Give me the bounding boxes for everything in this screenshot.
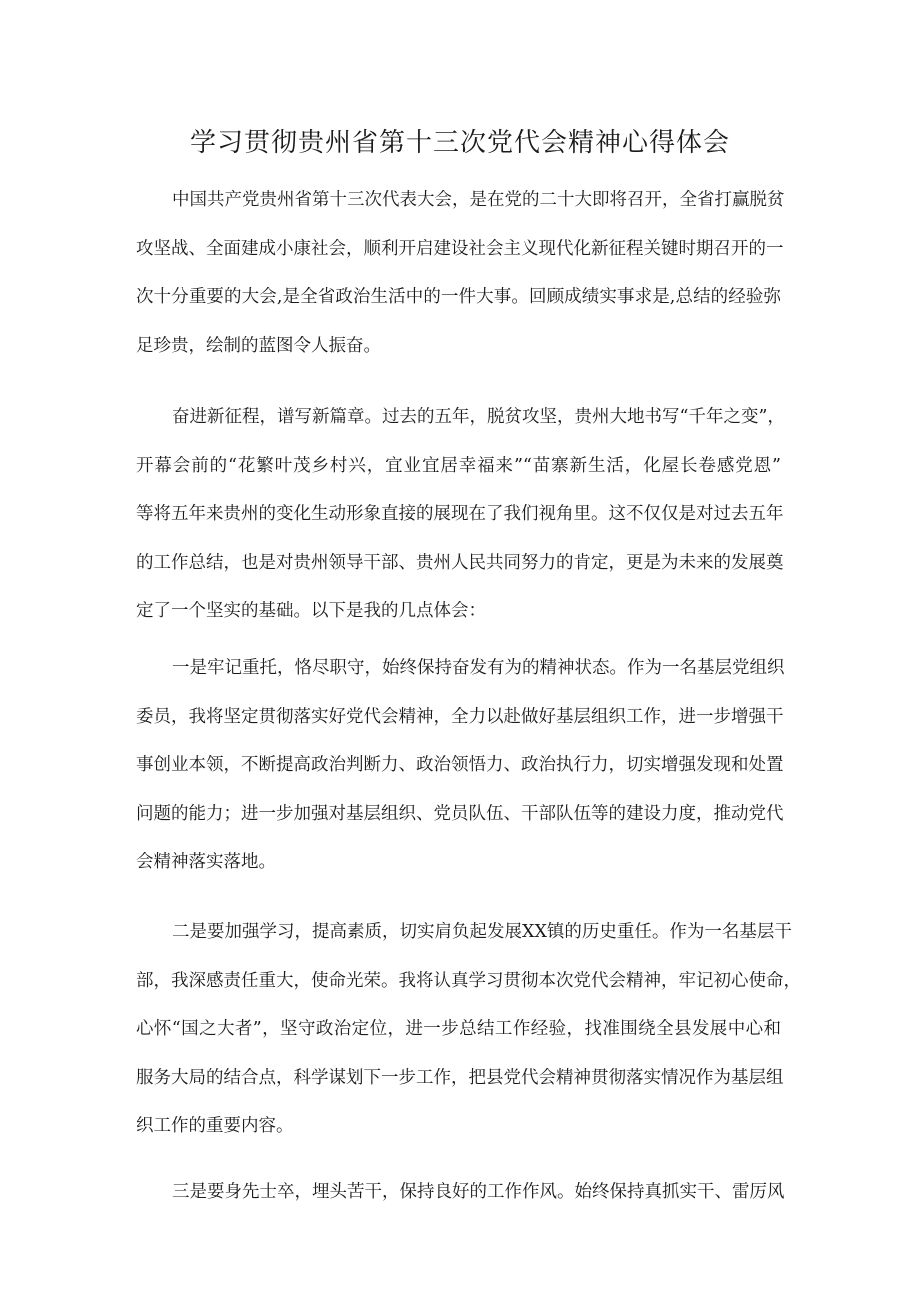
paragraph-line: 一是牢记重托，恪尽职守，始终保持奋发有为的精神状态。作为一名基层党组织 xyxy=(172,658,785,678)
paragraph-line: 服务大局的结合点，科学谋划下一步工作，把县党代会精神贯彻落实情况作为基层组 xyxy=(136,1067,784,1088)
paragraph-line: 攻坚战、全面建成小康社会，顺利开启建设社会主义现代化新征程关键时期召开的一 xyxy=(136,238,784,259)
paragraph-line: 的工作总结，也是对贵州领导干部、贵州人民共同努力的肯定，更是为未来的发展奠 xyxy=(136,552,784,573)
paragraph-line: 足珍贵，绘制的蓝图令人振奋。 xyxy=(136,335,381,356)
paragraph-line: 奋进新征程，谱写新篇章。过去的五年，脱贫攻坚，贵州大地书写“千年之变”， xyxy=(172,407,785,427)
paragraph-line: 委员，我将坚定贯彻落实好党代会精神，全力以赴做好基层组织工作，进一步增强干 xyxy=(136,706,784,727)
paragraph-line: 二是要加强学习，提高素质，切实肩负起发展XX镇的历史重任。作为一名基层干 xyxy=(172,922,792,942)
paragraph-line: 织工作的重要内容。 xyxy=(136,1116,294,1136)
paragraph-line: 问题的能力；进一步加强对基层组织、党员队伍、干部队伍等的建设力度，推动党代 xyxy=(136,803,784,824)
paragraph-line: 事创业本领，不断提高政治判断力、政治领悟力、政治执行力，切实增强发现和处置 xyxy=(136,755,784,775)
paragraph-line: 定了一个坚实的基础。以下是我的几点体会： xyxy=(136,601,486,621)
paragraph-line: 开幕会前的“花繁叶茂乡村兴，宜业宜居幸福来”“苗寨新生活，化屋长卷感党恩” xyxy=(136,455,781,476)
paragraph-line: 等将五年来贵州的变化生动形象直接的展现在了我们视角里。这不仅仅是对过去五年 xyxy=(136,504,784,524)
paragraph-line: 部，我深感责任重大，使命光荣。我将认真学习贯彻本次党代会精神，牢记初心使命， xyxy=(136,970,801,991)
paragraph-line: 心怀“国之大者”，坚守政治定位，进一步总结工作经验，找准围绕全县发展中心和 xyxy=(136,1019,781,1039)
paragraph-line: 会精神落实落地。 xyxy=(136,852,276,872)
paragraph-line: 中国共产党贵州省第十三次代表大会，是在党的二十大即将召开，全省打赢脱贫 xyxy=(172,190,785,210)
paragraph-line: 三是要身先士卒，埋头苦干，保持良好的工作作风。始终保持真抓实干、雷厉风 xyxy=(172,1182,785,1202)
paragraph-line: 次十分重要的大会,是全省政治生活中的一件大事。回顾成绩实事求是,总结的经验弥 xyxy=(136,287,781,307)
document-title: 学习贯彻贵州省第十三次党代会精神心得体会 xyxy=(189,128,730,158)
